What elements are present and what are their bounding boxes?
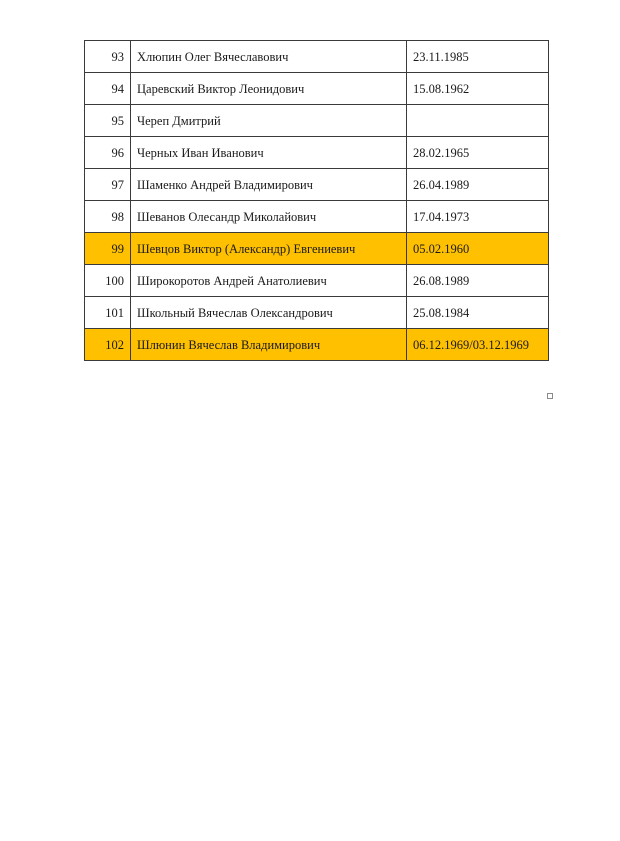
table-row	[85, 73, 549, 105]
row-number: 100	[85, 265, 131, 297]
person-name: Шеванов Олесандр Миколайович	[131, 201, 407, 233]
birth-date	[407, 105, 549, 137]
table-row	[85, 137, 549, 169]
row-number: 102	[85, 329, 131, 361]
person-name: Черных Иван Иванович	[131, 137, 407, 169]
row-number: 94	[85, 73, 131, 105]
person-name: Школьный Вячеслав Олександрович	[131, 297, 407, 329]
table-row	[85, 105, 549, 137]
end-of-cell-mark-icon	[547, 393, 553, 399]
person-name: Шлюнин Вячеслав Владимирович	[131, 329, 407, 361]
person-name: Хлюпин Олег Вячеславович	[131, 41, 407, 73]
person-name: Шевцов Виктор (Александр) Евгениевич	[131, 233, 407, 265]
person-name: Широкоротов Андрей Анатолиевич	[131, 265, 407, 297]
birth-date: 28.02.1965	[407, 137, 549, 169]
birth-date: 23.11.1985	[407, 41, 549, 73]
table-row	[85, 169, 549, 201]
birth-date: 26.04.1989	[407, 169, 549, 201]
roster-table	[84, 40, 549, 361]
row-number: 95	[85, 105, 131, 137]
table-row-highlighted	[85, 329, 549, 361]
birth-date: 25.08.1984	[407, 297, 549, 329]
birth-date: 15.08.1962	[407, 73, 549, 105]
row-number: 97	[85, 169, 131, 201]
row-number: 98	[85, 201, 131, 233]
person-name: Череп Дмитрий	[131, 105, 407, 137]
row-number: 101	[85, 297, 131, 329]
table-row	[85, 297, 549, 329]
table-row-highlighted	[85, 233, 549, 265]
birth-date: 05.02.1960	[407, 233, 549, 265]
person-name: Царевский Виктор Леонидович	[131, 73, 407, 105]
row-number: 93	[85, 41, 131, 73]
birth-date: 06.12.1969/03.12.1969	[407, 329, 549, 361]
person-name: Шаменко Андрей Владимирович	[131, 169, 407, 201]
row-number: 99	[85, 233, 131, 265]
row-number: 96	[85, 137, 131, 169]
birth-date: 26.08.1989	[407, 265, 549, 297]
birth-date: 17.04.1973	[407, 201, 549, 233]
table-row	[85, 201, 549, 233]
table-row	[85, 265, 549, 297]
table-row	[85, 41, 549, 73]
